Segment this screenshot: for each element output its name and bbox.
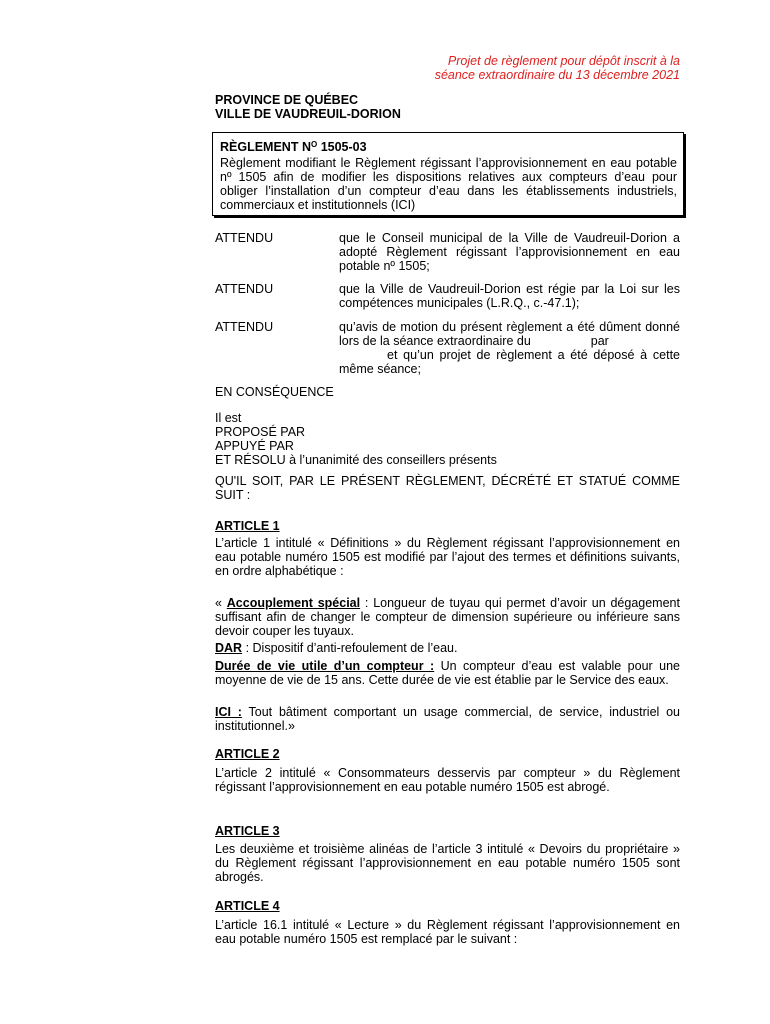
province-heading <box>215 93 401 121</box>
attendu-text-2: que la Ville de Vaudreuil-Dorion est régie par la Loi sur les compétences municipales (L.R.Q., c.-47.1); <box>339 282 680 310</box>
definition-duree-vie: Durée de vie utile d’un compteur : Un compteur d’eau est valable pour une moyenne de vie de 15 ans. Cette durée de vie est établie par le Service des eaux. <box>215 659 680 687</box>
article-3-heading: ARTICLE 3 <box>215 824 280 838</box>
city-line: VILLE DE VAUDREUIL-DORION <box>215 107 401 121</box>
definition-dar: DAR : Dispositif d’anti-refoulement de l’eau. <box>215 641 458 655</box>
reglement-description: Règlement modifiant le Règlement régissant l’approvisionnement en eau potable nº 1505 afin de modifier les dispositions relatives aux compteurs d’eau pour obliger l’installation d’un compteur d’eau dans les établissements industriels, commerciaux et institutionnels (ICI) <box>220 156 677 212</box>
resolution-line: Il est <box>215 411 242 425</box>
resolved-line: ET RÉSOLU à l’unanimité des conseillers présents <box>215 453 497 467</box>
draft-notice-line1: Projet de règlement pour dépôt inscrit à la <box>447 54 680 68</box>
article-3-text: Les deuxième et troisième alinéas de l’article 3 intitulé « Devoirs du propriétaire » du Règlement régissant l’approvisionnement en eau potable numéro 1505 sont abrogés. <box>215 842 680 884</box>
proposed-line: PROPOSÉ PAR <box>215 425 306 439</box>
article-2-heading: ARTICLE 2 <box>215 747 280 761</box>
definition-ici: ICI : Tout bâtiment comportant un usage commercial, de service, industriel ou institutionnel.» <box>215 705 681 733</box>
decree-text: QU'IL SOIT, PAR LE PRÉSENT RÈGLEMENT, DÉCRÉTÉ ET STATUÉ COMME SUIT : <box>215 474 680 502</box>
article-4-heading: ARTICLE 4 <box>215 899 280 913</box>
reglement-title: RÈGLEMENT $N^O$ 1505-03 <box>220 140 367 154</box>
seconded-line: APPUYÉ PAR <box>215 439 294 453</box>
attendu-label-2: ATTENDU <box>215 282 274 296</box>
attendu-text-3: qu’avis de motion du présent règlement a été dûment donné lors de la séance extraordinaire du par et qu’un projet de règlement a été déposé à cette même séance; <box>339 320 680 376</box>
definition-accouplement: « Accouplement spécial : Longueur de tuyau qui permet d’avoir un dégagement suffisant afin de changer le compteur de dimension supérieure ou inférieure sans devoir couper les tuyaux. <box>215 596 680 638</box>
article-4-text: L’article 16.1 intitulé « Lecture » du Règlement régissant l’approvisionnement en eau potable numéro 1505 est remplacé par le suivant : <box>215 918 680 946</box>
attendu-label-3: ATTENDU <box>215 320 274 334</box>
consequence-text: EN CONSÉQUENCE <box>215 385 334 399</box>
attendu-label-1: ATTENDU <box>215 231 274 245</box>
article-2-text: L’article 2 intitulé « Consommateurs desservis par compteur » du Règlement régissant l’approvisionnement en eau potable numéro 1505 est abrogé. <box>215 766 680 794</box>
reglement-box <box>212 132 684 216</box>
draft-notice-line2: séance extraordinaire du 13 décembre 2021 <box>434 68 680 82</box>
attendu-text-1: que le Conseil municipal de la Ville de Vaudreuil-Dorion a adopté Règlement régissant l’approvisionnement en eau potable nº 1505; <box>339 231 680 273</box>
province-line: PROVINCE DE QUÉBEC <box>215 93 359 107</box>
resolution-block <box>215 411 680 467</box>
article-1-heading: ARTICLE 1 <box>215 519 280 533</box>
article-1-text: L’article 1 intitulé « Définitions » du Règlement régissant l’approvisionnement en eau potable numéro 1505 est modifié par l’ajout des termes et définitions suivants, en ordre alphabétique : <box>215 536 680 578</box>
draft-notice <box>360 54 680 82</box>
